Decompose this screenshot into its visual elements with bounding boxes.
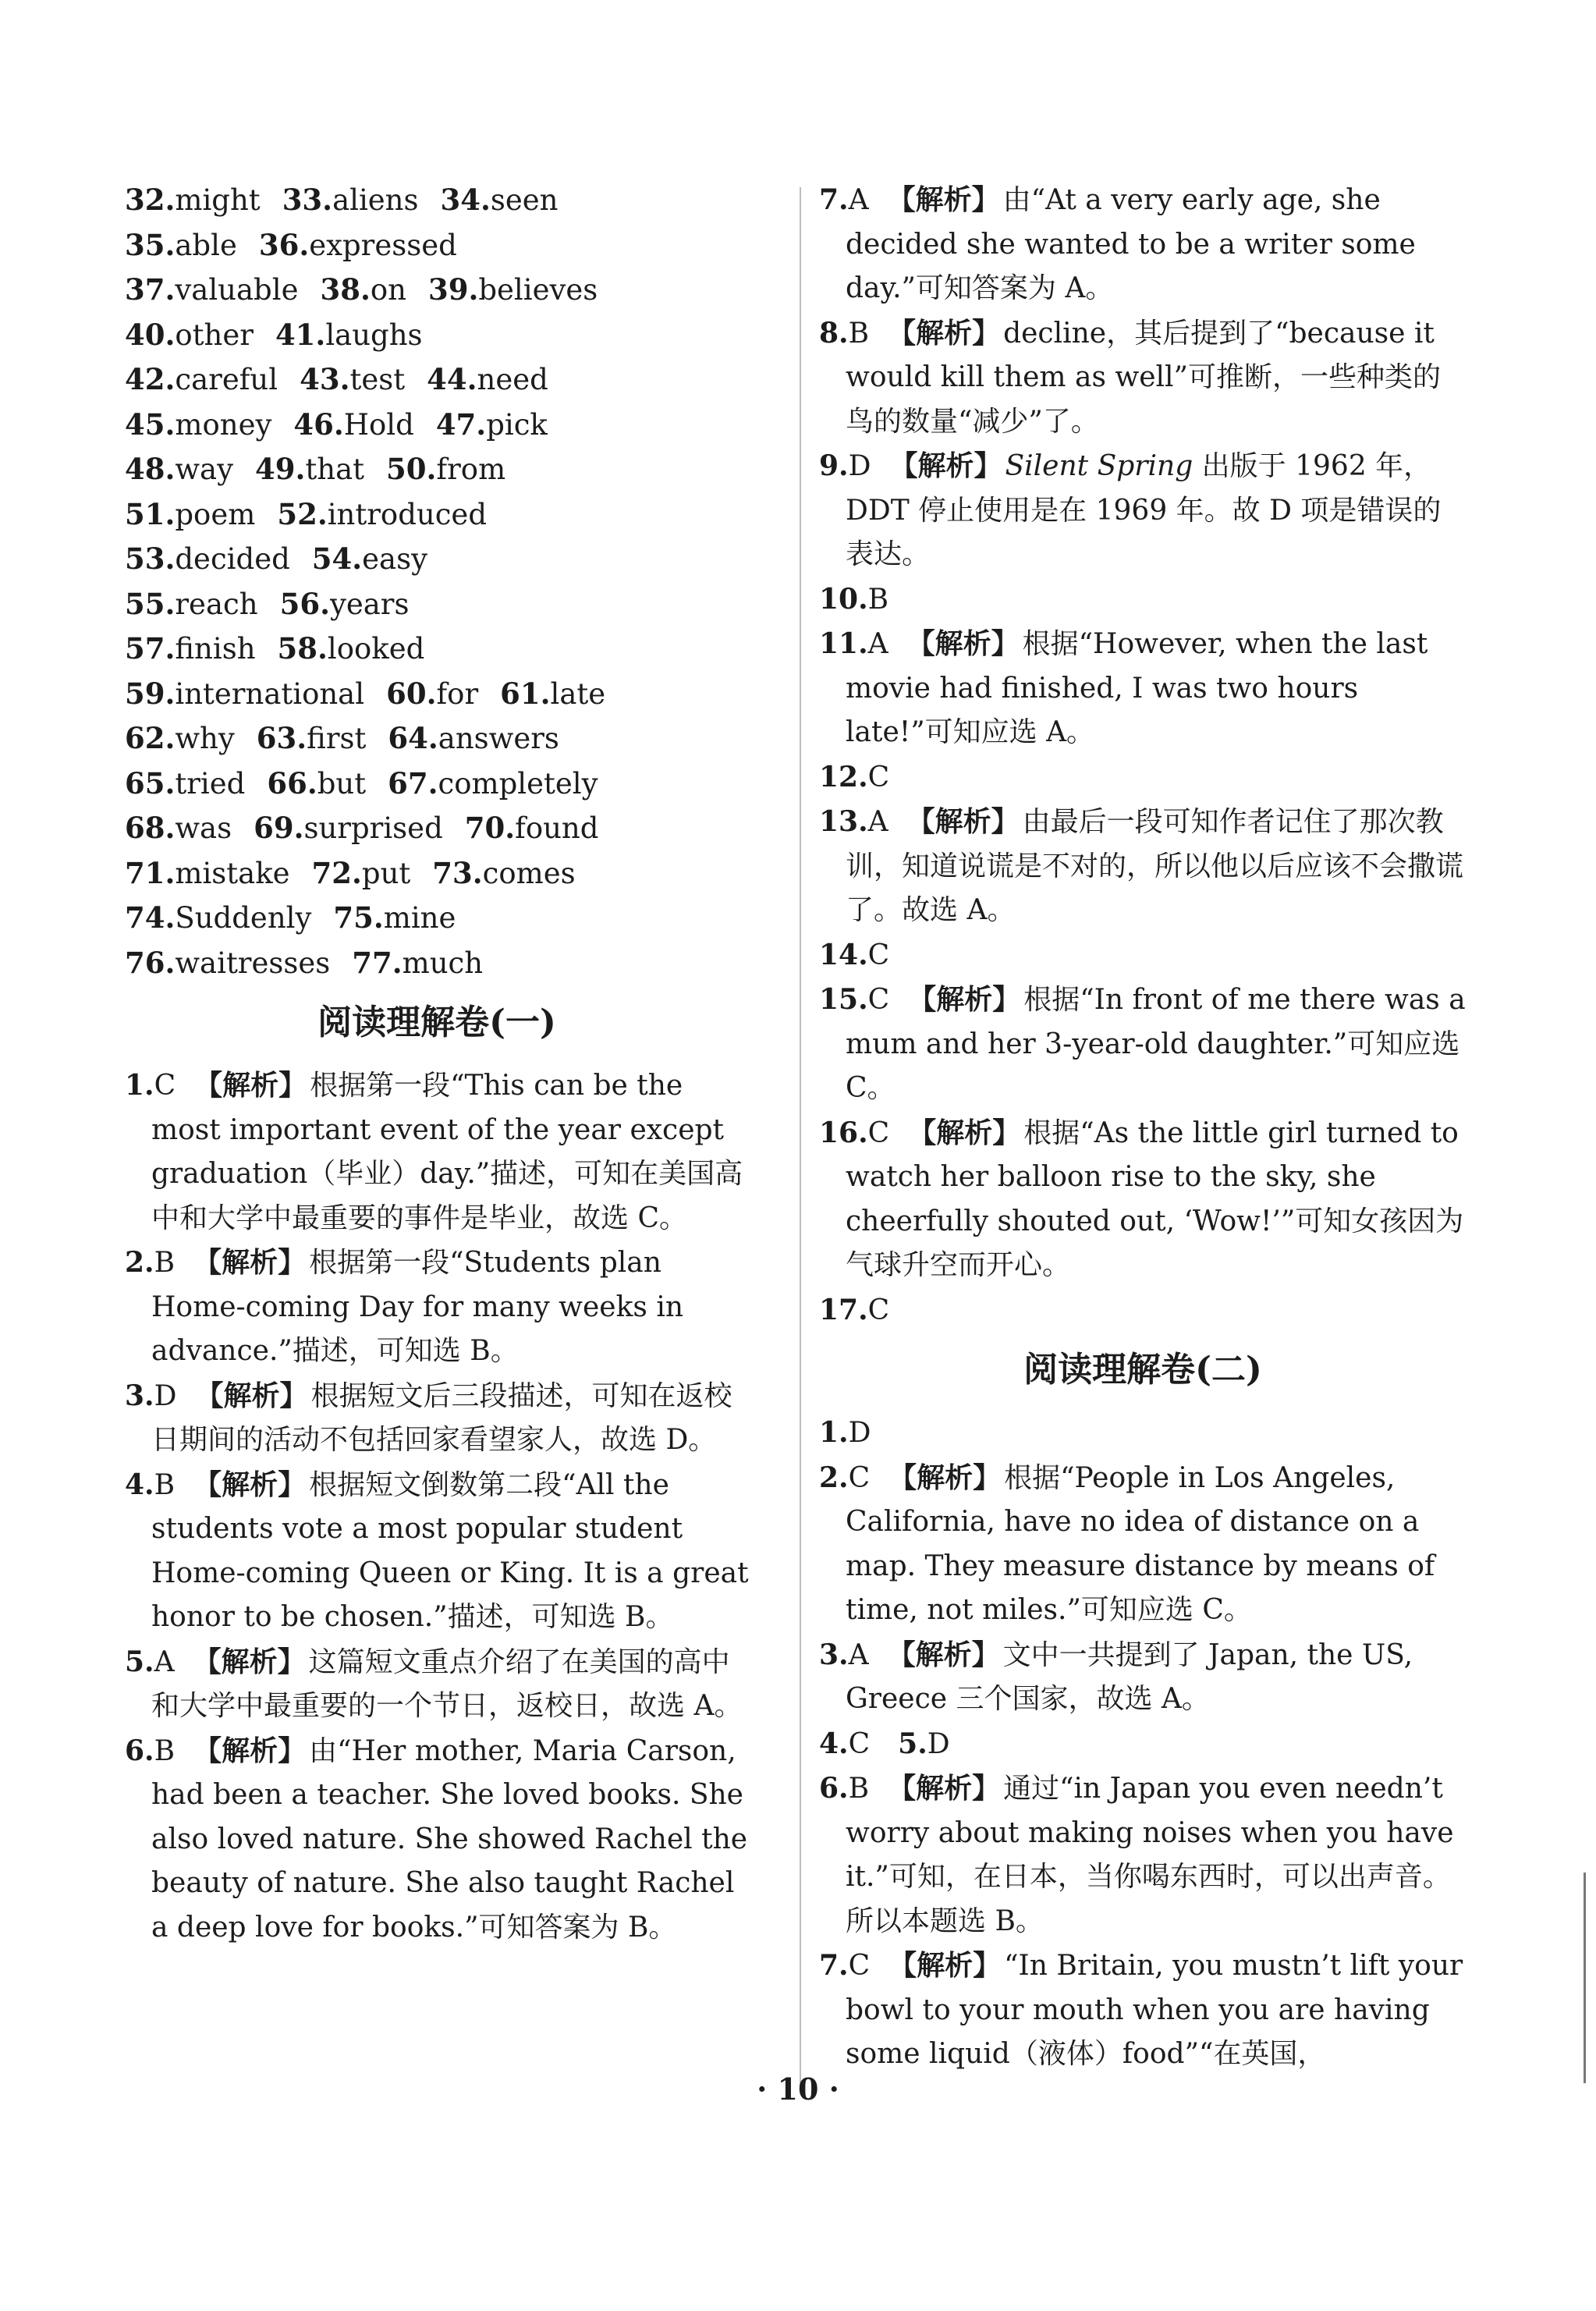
explanation-text: 根据“However, when the last movie had finished, I was two hours late!”可知应选 A。 <box>846 628 1428 748</box>
answer-item <box>819 311 1467 445</box>
answer-item <box>819 622 1467 755</box>
answer-line <box>125 313 749 358</box>
answer-number: 70. <box>464 811 516 845</box>
answer-number: 72. <box>311 855 362 890</box>
answer-number: 58. <box>277 631 328 666</box>
analysis-tag: 【解析】 <box>888 1461 1002 1494</box>
answer-number: 39. <box>427 272 479 307</box>
explanation-text: 根据短文后三段描述，可知在返校日期间的活动不包括回家看望家人，故选 D。 <box>151 1379 732 1456</box>
answer-item <box>125 1241 749 1374</box>
item-answer: A <box>848 184 869 216</box>
item-number: 4. <box>819 1727 849 1760</box>
answer-pair <box>125 677 364 711</box>
answer-pair <box>282 183 419 217</box>
answer-pair <box>125 318 254 352</box>
answer-pair <box>278 632 425 666</box>
answer-word: reach <box>175 587 258 621</box>
answer-item <box>819 1456 1467 1633</box>
explanation-text: 文中一共提到了 Japan, the US, Greece 三个国家，故选 A。 <box>846 1638 1413 1715</box>
answer-item <box>819 1766 1467 1944</box>
answer-pair <box>386 677 478 711</box>
answer-pair <box>312 542 427 576</box>
item-number: 1. <box>819 1416 849 1449</box>
item-answer: C <box>867 1116 890 1149</box>
answer-item <box>125 1463 749 1640</box>
analysis-tag: 【解析】 <box>889 449 1002 482</box>
answer-number: 61. <box>500 676 551 711</box>
answer-line <box>125 896 749 941</box>
answer-number: 75. <box>333 900 384 935</box>
answer-number: 55. <box>125 586 176 621</box>
answer-number: 69. <box>254 811 304 845</box>
answer-number: 50. <box>386 452 437 486</box>
answer-word: years <box>329 587 410 621</box>
answer-word: easy <box>362 542 428 576</box>
answer-item <box>819 1411 1467 1456</box>
column-divider <box>800 187 801 2091</box>
answer-number: 52. <box>277 496 328 531</box>
item-answer: B <box>154 1468 176 1501</box>
answer-number: 53. <box>125 541 176 576</box>
answer-number: 33. <box>282 183 333 217</box>
answer-word: seen <box>490 183 559 217</box>
answer-word: for <box>436 676 479 711</box>
item-answer: B <box>848 1773 870 1805</box>
answer-pair <box>280 588 410 621</box>
answer-pair <box>500 677 605 711</box>
answer-number: 47. <box>435 406 487 442</box>
analysis-tag: 【解析】 <box>888 1949 1002 1982</box>
answer-number: 54. <box>311 541 363 576</box>
answer-number: 66. <box>267 765 317 801</box>
answer-word: was <box>175 811 232 845</box>
answer-word: answers <box>438 722 559 755</box>
answer-word: mine <box>383 901 456 935</box>
page-number: · 10 · <box>757 2071 839 2107</box>
answer-number: 67. <box>388 765 438 801</box>
answer-line <box>125 582 749 627</box>
item-number: 1. <box>125 1069 154 1102</box>
answer-word: much <box>402 946 484 980</box>
answer-word: found <box>515 811 599 845</box>
answer-pair <box>352 946 483 980</box>
item-answer: B <box>154 1247 176 1279</box>
answer-number: 41. <box>275 317 326 352</box>
answer-word: tried <box>175 766 246 801</box>
explanation-text: 通过“in Japan you even needn’t worry about making noises when you have it.”可知，在日本，当你喝东西时，可以出声音。所以本题选 B。 <box>846 1773 1454 1937</box>
answer-pair <box>427 363 548 396</box>
answer-line <box>125 447 749 492</box>
answer-word: from <box>436 453 506 486</box>
word-answers <box>125 178 749 985</box>
analysis-tag: 【解析】 <box>195 1379 308 1412</box>
answer-word: money <box>175 407 272 442</box>
answer-line <box>125 357 749 403</box>
answer-line <box>125 537 749 582</box>
answer-number: 40. <box>125 317 176 352</box>
explanation-text: 出版于 1962 年，DDT 停止使用是在 1969 年。故 D 项是错误的表达。 <box>846 450 1442 570</box>
answer-item <box>819 800 1467 933</box>
answer-number: 73. <box>432 855 483 890</box>
analysis-tag: 【解析】 <box>887 1638 1000 1671</box>
answer-line <box>125 627 749 672</box>
answer-pair <box>125 588 258 621</box>
answer-word: late <box>550 676 606 711</box>
answer-number: 48. <box>125 452 176 486</box>
answer-word: that <box>305 453 365 486</box>
item-answer: C <box>867 939 890 971</box>
analysis-tag: 【解析】 <box>193 1468 307 1501</box>
answer-item <box>819 178 1467 311</box>
answer-word: laughs <box>325 318 423 352</box>
item-answer: A <box>848 1638 869 1671</box>
answer-pair <box>432 857 575 890</box>
left-column <box>125 178 749 1950</box>
explanation-text: 由最后一段可知作者记住了那次教训，知道说谎是不对的，所以他以后应该不会撒谎了。故选 A。 <box>846 806 1464 926</box>
answer-pair <box>125 722 235 755</box>
right-column <box>819 178 1467 2077</box>
item-answer: A <box>867 806 888 838</box>
answer-pair <box>125 183 261 217</box>
answer-word: introduced <box>327 497 488 531</box>
answer-number: 36. <box>258 227 310 262</box>
item-number: 7. <box>819 183 849 216</box>
explanation-text: 根据“In front of me there was a mum and her 3-year-old daughter.”可知应选 C。 <box>846 984 1466 1104</box>
answer-item <box>819 1288 1467 1333</box>
answer-pair <box>441 183 559 217</box>
answer-item <box>819 755 1467 801</box>
item-number: 15. <box>819 983 868 1016</box>
answer-pair <box>465 811 599 845</box>
answer-word: but <box>317 766 367 801</box>
answer-pair <box>277 498 487 531</box>
explanation-text: 这篇短文重点介绍了在美国的高中和大学中最重要的一个节日，返校日，故选 A。 <box>151 1645 743 1722</box>
answer-pair <box>125 453 233 486</box>
analysis-tag: 【解析】 <box>906 805 1020 838</box>
answer-line <box>125 716 749 761</box>
answer-pair <box>125 857 290 890</box>
answer-word: aliens <box>332 183 419 217</box>
answer-item <box>819 1722 1467 1767</box>
answer-pair <box>428 273 598 307</box>
answer-number: 77. <box>352 945 403 980</box>
analysis-tag: 【解析】 <box>193 1246 307 1279</box>
answer-number: 34. <box>440 183 491 217</box>
answer-word: finish <box>175 632 256 666</box>
answer-line <box>125 403 749 448</box>
answer-pair <box>125 363 278 396</box>
item-answer: C <box>848 1461 871 1494</box>
item-answer: C <box>867 761 890 793</box>
item-number: 9. <box>819 449 849 482</box>
answer-number: 45. <box>125 406 176 442</box>
answer-item <box>125 1063 749 1241</box>
item-answer: A <box>867 628 888 660</box>
reading-1-items <box>125 1063 749 1950</box>
answer-number: 44. <box>427 362 477 396</box>
answer-pair <box>388 722 559 755</box>
answer-line <box>125 941 749 986</box>
answer-pair <box>255 453 364 486</box>
answer-pair <box>125 946 330 980</box>
answer-word: test <box>349 363 406 396</box>
answer-word: pick <box>486 407 548 442</box>
answer-pair <box>125 273 298 307</box>
item-number: 12. <box>819 760 868 793</box>
item-number: 11. <box>819 627 868 660</box>
answer-word: poem <box>175 497 256 531</box>
answer-line <box>125 672 749 717</box>
item-number: 8. <box>819 316 849 350</box>
answer-line <box>125 851 749 896</box>
answer-word: international <box>175 676 365 711</box>
item-number: 17. <box>819 1293 868 1326</box>
item-answer: C <box>867 984 890 1016</box>
item-number: 10. <box>819 582 868 616</box>
item-number: 14. <box>819 938 868 971</box>
item-number: 4. <box>125 1468 154 1501</box>
answer-item <box>819 1633 1467 1722</box>
answer-pair <box>320 273 406 307</box>
answer-number: 49. <box>255 452 306 486</box>
answer-number: 74. <box>125 900 176 935</box>
answer-item <box>819 1944 1467 2077</box>
answer-word: decided <box>175 542 290 576</box>
answer-word: believes <box>478 273 598 307</box>
answer-pair <box>293 408 413 442</box>
answer-pair <box>125 632 256 666</box>
answer-pair <box>125 811 232 845</box>
answer-pair <box>125 229 237 262</box>
item-answer: B <box>154 1734 176 1767</box>
answer-pair <box>333 901 456 935</box>
item-answer: B <box>848 317 870 350</box>
item-number: 6. <box>819 1772 849 1805</box>
answer-pair <box>125 408 271 442</box>
answer-number: 57. <box>125 631 176 666</box>
item-number: 2. <box>819 1461 849 1494</box>
item-number: 3. <box>125 1379 154 1412</box>
section-title-reading-1: 阅读理解卷(一) <box>317 1003 556 1042</box>
answer-number: 43. <box>300 362 350 396</box>
answer-number: 60. <box>386 676 437 711</box>
answer-line <box>125 492 749 538</box>
answer-pair <box>267 767 366 801</box>
item-number: 3. <box>819 1638 849 1671</box>
answer-line <box>125 223 749 268</box>
analysis-tag: 【解析】 <box>888 316 1001 350</box>
answer-number: 65. <box>125 765 176 801</box>
explanation-text: 根据第一段“This can be the most important event of the year except graduation（毕业）day.”描述，可知在美国高中和大学中最重要的事件是毕业，故选 C。 <box>151 1070 743 1234</box>
answer-line <box>125 761 749 807</box>
answer-word: way <box>175 453 234 486</box>
explanation-text: “In Britain, you mustn’t lift your bowl to your mouth when you are having some liquid（液体）food”“在英国， <box>846 1950 1463 2070</box>
book-title: Silent Spring <box>1005 450 1193 482</box>
item-number: 5. <box>898 1727 927 1760</box>
analysis-tag: 【解析】 <box>908 983 1021 1016</box>
answer-number: 63. <box>256 721 307 755</box>
item-number: 5. <box>125 1645 154 1678</box>
item-answer: C <box>848 1950 871 1982</box>
answer-pair <box>254 811 443 845</box>
answer-word: first <box>307 722 367 755</box>
answer-word: expressed <box>309 228 457 262</box>
section-title-reading-2: 阅读理解卷(二) <box>1023 1350 1262 1390</box>
answer-pair <box>275 318 423 352</box>
item-answer: B <box>867 583 889 616</box>
answer-word: might <box>175 183 261 217</box>
reading-1-items-continued <box>819 178 1467 1333</box>
answer-word: need <box>477 363 548 396</box>
answer-pair <box>125 901 311 935</box>
answer-pair <box>388 767 598 801</box>
answer-number: 46. <box>293 406 344 442</box>
answer-line <box>125 268 749 313</box>
analysis-tag: 【解析】 <box>193 1645 306 1678</box>
answer-number: 71. <box>125 855 176 890</box>
answer-item <box>819 577 1467 623</box>
analysis-tag: 【解析】 <box>194 1069 307 1102</box>
answer-line <box>125 806 749 851</box>
answer-number: 35. <box>125 227 176 262</box>
answer-pair <box>125 498 255 531</box>
answer-word: able <box>175 228 237 262</box>
answer-word: other <box>175 318 254 352</box>
answer-pair <box>125 767 245 801</box>
answer-word: Suddenly <box>175 901 312 935</box>
answer-number: 76. <box>125 945 176 980</box>
answer-word: waitresses <box>175 946 331 980</box>
answer-word: looked <box>327 632 425 666</box>
answer-number: 42. <box>125 362 176 396</box>
answer-pair <box>257 722 367 755</box>
answer-number: 37. <box>125 272 176 307</box>
item-answer: C <box>867 1294 890 1326</box>
answer-pair <box>386 453 505 486</box>
answer-word: completely <box>438 766 598 801</box>
explanation-text: 由“Her mother, Maria Carson, had been a teacher. She loved books. She also loved nature. She showed Rachel the beauty of nature. She also taught Rachel a deep love for books.”可知答案为 B。 <box>151 1734 748 1944</box>
answer-item <box>125 1640 749 1729</box>
reading-2-items <box>819 1411 1467 2077</box>
explanation-text: decline，其后提到了“because it would kill them as well”可推断，一些种类的鸟的数量“减少”了。 <box>846 317 1441 438</box>
edge-line <box>1584 1873 1586 2083</box>
answer-number: 38. <box>320 272 371 307</box>
answer-pair <box>312 857 411 890</box>
item-answer: C <box>848 1727 871 1760</box>
answer-word: on <box>370 273 406 307</box>
answer-word: valuable <box>175 273 299 307</box>
answer-number: 32. <box>125 183 176 217</box>
answer-number: 64. <box>388 721 438 755</box>
answer-number: 68. <box>125 811 176 845</box>
analysis-tag: 【解析】 <box>193 1734 307 1767</box>
answer-pair <box>300 363 405 396</box>
answer-word: surprised <box>303 811 443 845</box>
item-answer: C <box>154 1070 176 1102</box>
answer-line <box>125 178 749 223</box>
answer-item <box>125 1374 749 1463</box>
answer-number: 51. <box>125 496 176 531</box>
item-answer: D <box>154 1379 177 1412</box>
answer-pair <box>125 542 290 576</box>
item-answer: D <box>848 1417 871 1449</box>
answer-item <box>819 444 1467 577</box>
item-number: 7. <box>819 1949 849 1982</box>
item-number: 6. <box>125 1734 154 1767</box>
analysis-tag: 【解析】 <box>906 627 1020 660</box>
answer-word: put <box>361 856 411 890</box>
answer-item <box>819 978 1467 1111</box>
item-number: 2. <box>125 1246 154 1279</box>
item-number: 13. <box>819 805 868 838</box>
explanation-text: 由“At a very early age, she decided she wanted to be a writer some day.”可知答案为 A。 <box>846 184 1416 304</box>
item-answer: D <box>927 1727 950 1760</box>
analysis-tag: 【解析】 <box>908 1116 1021 1149</box>
answer-pair <box>259 229 457 262</box>
item-answer: A <box>154 1645 175 1678</box>
explanation-text: 根据“As the little girl turned to watch her balloon rise to the sky, she cheerfully shouted out, ‘Wow!’”可知女孩因为气球升空而开心。 <box>846 1116 1464 1281</box>
answer-word: comes <box>482 856 576 890</box>
answer-item <box>819 933 1467 978</box>
answer-pair <box>436 408 548 442</box>
explanation-text: 根据“People in Los Angeles, California, have no idea of distance on a map. They measure distance by means of time, not miles.”可知应选 C。 <box>846 1461 1435 1626</box>
item-answer: D <box>848 450 871 482</box>
analysis-tag: 【解析】 <box>887 183 1000 216</box>
answer-number: 59. <box>125 676 176 711</box>
answer-number: 56. <box>279 586 330 621</box>
answer-item <box>819 1111 1467 1288</box>
answer-word: why <box>175 722 235 755</box>
analysis-tag: 【解析】 <box>888 1772 1001 1805</box>
answer-number: 62. <box>125 721 176 755</box>
answer-item <box>125 1729 749 1951</box>
explanation-text: 根据第一段“Students plan Home-coming Day for many weeks in advance.”描述，可知选 B。 <box>151 1247 684 1367</box>
item-number: 16. <box>819 1116 868 1149</box>
answer-word: Hold <box>343 407 414 442</box>
answer-word: careful <box>175 363 278 396</box>
answer-word: mistake <box>175 856 290 890</box>
explanation-text: 根据短文倒数第二段“All the students vote a most popular student Home-coming Queen or King. It is a great honor to be chosen.”描述，可知选 B。 <box>151 1468 749 1633</box>
